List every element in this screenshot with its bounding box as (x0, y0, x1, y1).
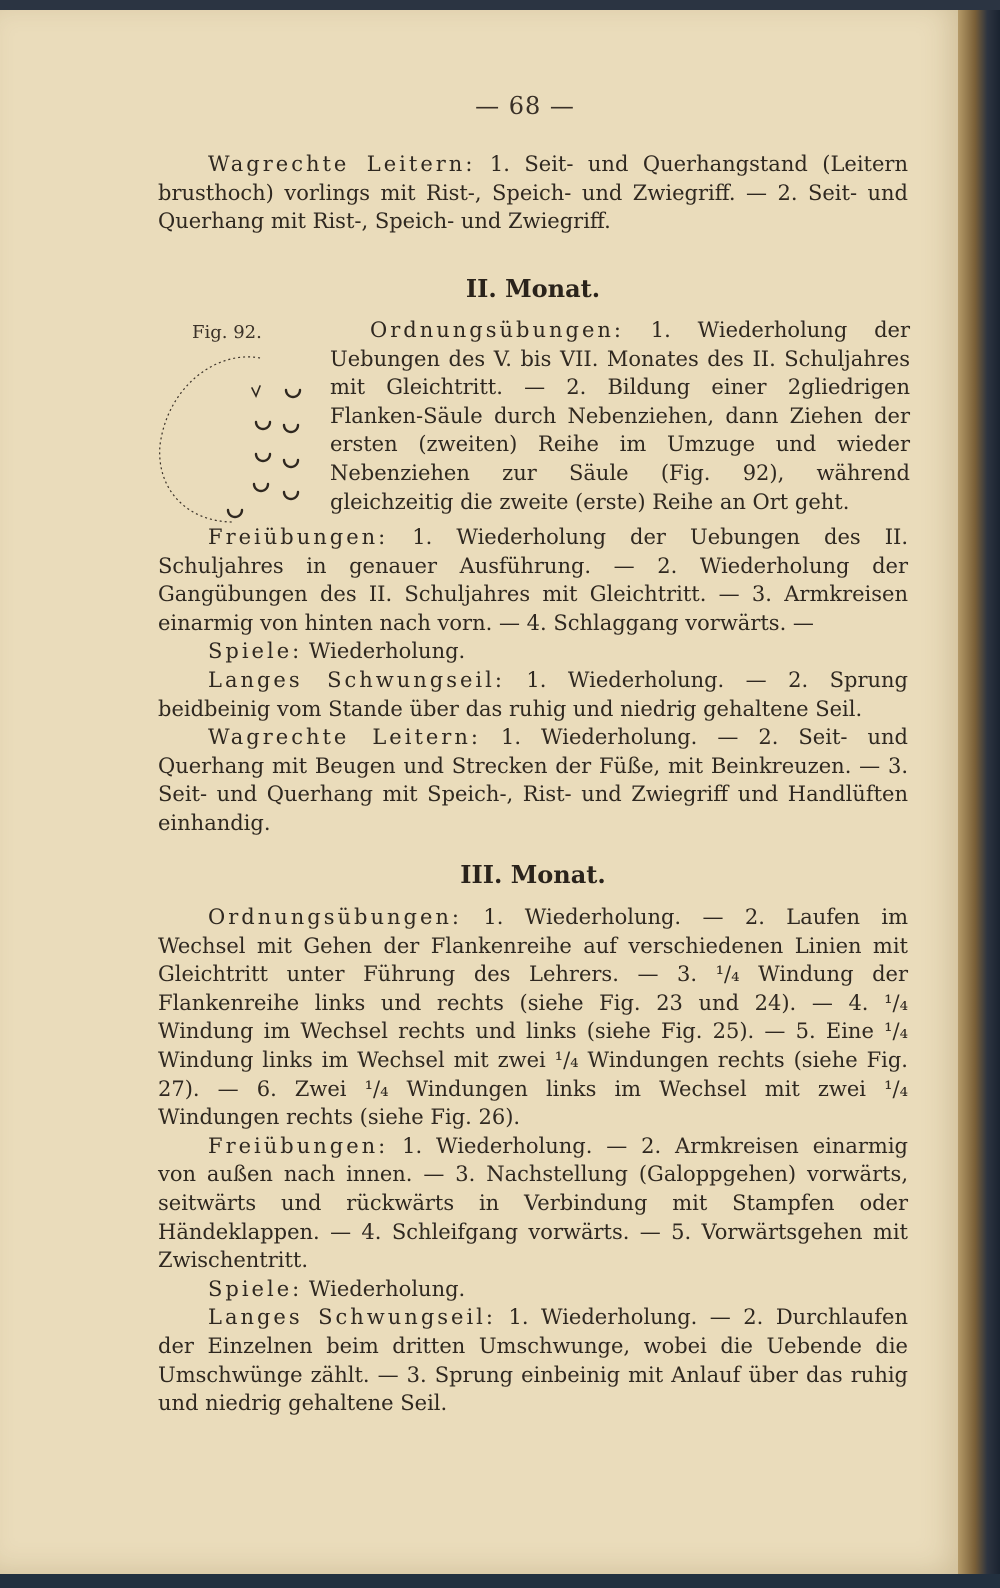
month3-ordnung-text: 1. Wiederholung. — 2. Laufen im Wechsel mit Gehen der Flankenreihe auf verschiedenen Linien mit Gleichtritt unter Führung des Lehrers. — 3. ¹/₄ Windung der Flankenreihe links und rechts (siehe Fig. 23 und 24). — 4. ¹/₄ Windung im Wechsel rechts und links (siehe Fig. 25). — 5. Eine ¹/₄ Windung links im Wechsel mit zwei ¹/₄ Windungen rechts (siehe Fig. 27). — 6. Zwei ¹/₄ Windungen links im Wechsel mit zwei ¹/₄ Windungen rechts (siehe Fig. 26). (158, 905, 908, 1130)
month2-seil-lead: Langes Schwungseil: (208, 667, 505, 692)
month2-ordnung-text: 1. Wiederholung der Uebungen des V. bis VII. Monates des II. Schuljahres mit Gleichtritt. — 2. Bildung einer 2gliedrigen Flanken-Säule durch Nebenziehen, dann Ziehen der ersten (zweiten) Reihe im Umzuge und wieder Nebenziehen zur Säule (Fig. 92), während gleichzeitig die zweite (erste) Reihe an Ort geht. (330, 318, 910, 514)
month2-ordnung (330, 316, 910, 516)
month3-seil (158, 1303, 908, 1417)
month2-seil (158, 666, 908, 723)
figure-label: Fig. 92. (192, 322, 262, 343)
month2-ordnung-lead: Ordnungsübungen: (370, 318, 624, 342)
month2-leitern-lead: Wagrechte Leitern: (208, 725, 481, 750)
month2-body (158, 523, 908, 838)
book-edge (958, 0, 1000, 1588)
figure-mark (286, 390, 300, 397)
month2-spiele-lead: Spiele: (208, 639, 303, 664)
month2-frei-text: 1. Wiederholung der Uebungen des II. Schuljahres in genauer Ausführung. — 2. Wiederholung der Gangübungen des II. Schuljahres mit Gleichtritt. — 3. Armkreisen einarmig von hinten nach vorn. — 4. Schlaggang vorwärts. — (158, 525, 908, 635)
month2-spiele (158, 637, 908, 666)
month3-seil-lead: Langes Schwungseil: (208, 1305, 496, 1330)
intro-text: 1. Seit- und Querhangstand (Leitern brusthoch) vorlings mit Rist-, Speich- und Zwiegriff. — 2. Seit- und Querhang mit Rist-, Speich- und Zwiegriff. (158, 152, 908, 234)
scan-border-top (0, 0, 1000, 10)
month3-spiele (158, 1275, 908, 1304)
heading-month-2: II. Monat. (465, 274, 601, 303)
intro-lead: Wagrechte Leitern: (208, 152, 476, 176)
figure-92-diagram (148, 350, 318, 535)
month2-frei-lead: Freiübungen: (208, 525, 389, 549)
month3-frei (158, 1132, 908, 1275)
month3-spiele-lead: Spiele: (208, 1276, 303, 1301)
month3-body (158, 903, 908, 1418)
month3-ordnung (158, 903, 908, 1132)
page-number: — 68 — (475, 92, 575, 120)
heading-month-3: III. Monat. (460, 860, 606, 889)
intro-paragraph (158, 150, 908, 236)
scan-border-bottom (0, 1574, 1000, 1588)
month3-frei-lead: Freiübungen: (208, 1133, 389, 1158)
month2-spiele-text: Wiederholung. (308, 639, 466, 664)
month2-frei (158, 523, 908, 637)
month3-ordnung-lead: Ordnungsübungen: (208, 905, 462, 929)
month3-frei-text: 1. Wiederholung. — 2. Armkreisen einarmig von außen nach innen. — 3. Nachstellung (Galoppgehen) vorwärts, seitwärts und rückwärts in Verbindung mit Stampfen oder Händeklappen. — 4. Schleifgang vorwärts. — 5. Vorwärtsgehen mit Zwischentritt. (158, 1133, 908, 1273)
month2-leitern (158, 723, 908, 837)
month2-leitern-text: 1. Wiederholung. — 2. Seit- und Querhang mit Beugen und Strecken der Füße, mit Beinkreuzen. — 3. Seit- und Querhang mit Speich-, Rist- und Zwiegriff und Handlüften einhandig. (158, 725, 908, 835)
month3-spiele-text: Wiederholung. (308, 1276, 466, 1301)
month2-seil-text: 1. Wiederholung. — 2. Sprung beidbeinig vom Stande über das ruhig und niedrig gehaltene Seil. (158, 667, 908, 721)
month3-seil-text: 1. Wiederholung. — 2. Durchlaufen der Einzelnen beim dritten Umschwunge, wobei die Uebende die Umschwünge zählt. — 3. Sprung einbeinig mit Anlauf über das ruhig und niedrig gehaltene Seil. (158, 1305, 908, 1416)
